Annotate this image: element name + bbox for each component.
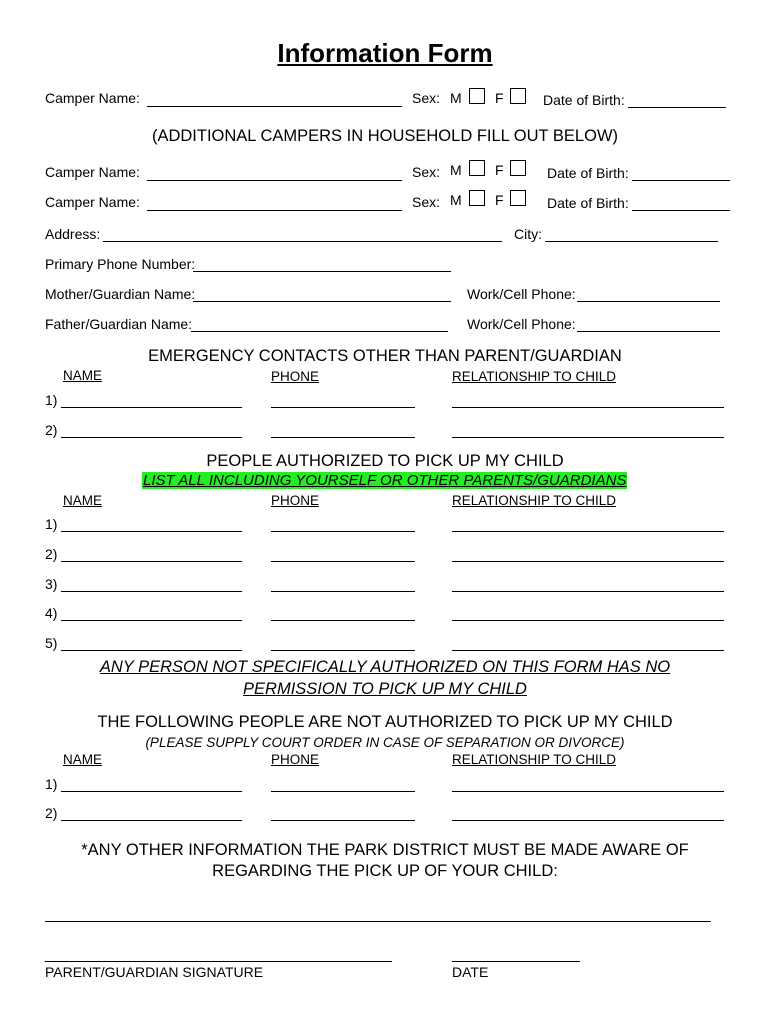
- other-info-line-1: *ANY OTHER INFORMATION THE PARK DISTRICT MUST BE MADE AWARE OF: [81, 841, 689, 859]
- date-label: DATE: [452, 964, 489, 980]
- authorized-row-1-num: 1): [45, 516, 58, 532]
- emergency-name-col: NAME: [63, 368, 103, 383]
- primary-phone-label: Primary Phone Number:: [45, 256, 196, 272]
- not-authorized-row-1-phone[interactable]: [271, 791, 415, 792]
- authorized-heading: PEOPLE AUTHORIZED TO PICK UP MY CHILD: [206, 452, 564, 470]
- camper-name-field-2[interactable]: [147, 180, 402, 181]
- authorized-phone-col: PHONE: [271, 493, 320, 508]
- father-phone-field[interactable]: [577, 331, 720, 332]
- emergency-row-1-num: 1): [45, 392, 58, 408]
- dob-label-2: Date of Birth:: [547, 165, 629, 181]
- emergency-row-1-relationship[interactable]: [452, 407, 724, 408]
- male-checkbox-2[interactable]: [469, 160, 485, 176]
- authorized-row-5-phone[interactable]: [271, 650, 415, 651]
- authorized-row-4-num: 4): [45, 605, 58, 621]
- authorized-name-col: NAME: [63, 493, 103, 508]
- authorized-row-4-name[interactable]: [61, 620, 242, 621]
- authorized-relationship-col: RELATIONSHIP TO CHILD: [452, 493, 617, 508]
- father-name-field[interactable]: [191, 331, 448, 332]
- signature-label: PARENT/GUARDIAN SIGNATURE: [45, 964, 264, 980]
- warning-line-2: PERMISSION TO PICK UP MY CHILD: [243, 680, 527, 698]
- authorized-subheading: LIST ALL INCLUDING YOURSELF OR OTHER PARENTS/GUARDIANS: [143, 472, 627, 489]
- authorized-row-1-name[interactable]: [61, 531, 242, 532]
- sex-label: Sex:: [412, 90, 441, 106]
- authorized-row-4-phone[interactable]: [271, 620, 415, 621]
- emergency-phone-col: PHONE: [271, 369, 320, 384]
- authorized-row-2-phone[interactable]: [271, 561, 415, 562]
- camper-name-field[interactable]: [147, 106, 402, 107]
- emergency-row-1-phone[interactable]: [271, 407, 415, 408]
- not-authorized-subheading: (PLEASE SUPPLY COURT ORDER IN CASE OF SEPARATION OR DIVORCE): [145, 735, 625, 750]
- not-authorized-row-1-num: 1): [45, 776, 58, 792]
- not-authorized-heading: THE FOLLOWING PEOPLE ARE NOT AUTHORIZED TO PICK UP MY CHILD: [97, 713, 673, 731]
- authorized-row-2-num: 2): [45, 546, 58, 562]
- dob-field-3[interactable]: [632, 210, 730, 211]
- signature-field[interactable]: [45, 961, 392, 962]
- not-authorized-row-2-name[interactable]: [61, 820, 242, 821]
- sex-label-3: Sex:: [412, 194, 441, 210]
- primary-phone-field[interactable]: [193, 271, 451, 272]
- dob-label-3: Date of Birth:: [547, 195, 629, 211]
- address-field[interactable]: [103, 241, 502, 242]
- warning-line-1: ANY PERSON NOT SPECIFICALLY AUTHORIZED ON THIS FORM HAS NO: [99, 658, 671, 676]
- emergency-heading: EMERGENCY CONTACTS OTHER THAN PARENT/GUARDIAN: [148, 347, 622, 365]
- mother-phone-label: Work/Cell Phone:: [467, 286, 576, 302]
- other-info-line-2: REGARDING THE PICK UP OF YOUR CHILD:: [212, 862, 558, 880]
- female-checkbox-3[interactable]: [510, 190, 526, 206]
- male-label: M: [450, 90, 462, 106]
- authorized-row-5-relationship[interactable]: [452, 650, 724, 651]
- female-checkbox-2[interactable]: [510, 160, 526, 176]
- authorized-row-3-relationship[interactable]: [452, 591, 724, 592]
- male-checkbox[interactable]: [469, 88, 485, 104]
- additional-campers-note: (ADDITIONAL CAMPERS IN HOUSEHOLD FILL OUT BELOW): [151, 127, 619, 145]
- mother-name-field[interactable]: [193, 301, 451, 302]
- city-label: City:: [514, 226, 542, 242]
- not-authorized-row-2-relationship[interactable]: [452, 820, 724, 821]
- authorized-row-2-name[interactable]: [61, 561, 242, 562]
- authorized-row-3-num: 3): [45, 576, 58, 592]
- city-field[interactable]: [545, 241, 718, 242]
- sex-label-2: Sex:: [412, 164, 441, 180]
- emergency-row-2-phone[interactable]: [271, 437, 415, 438]
- male-label-2: M: [450, 162, 462, 178]
- authorized-row-1-relationship[interactable]: [452, 531, 724, 532]
- female-label-3: F: [495, 192, 504, 208]
- dob-label: Date of Birth:: [543, 92, 625, 108]
- not-authorized-row-1-relationship[interactable]: [452, 791, 724, 792]
- authorized-row-1-phone[interactable]: [271, 531, 415, 532]
- camper-name-label-2: Camper Name:: [45, 164, 140, 180]
- camper-name-label-3: Camper Name:: [45, 194, 140, 210]
- male-checkbox-3[interactable]: [469, 190, 485, 206]
- female-checkbox[interactable]: [510, 88, 526, 104]
- dob-field-2[interactable]: [632, 180, 730, 181]
- authorized-row-2-relationship[interactable]: [452, 561, 724, 562]
- authorized-row-3-name[interactable]: [61, 591, 242, 592]
- not-authorized-row-1-name[interactable]: [61, 791, 242, 792]
- mother-label: Mother/Guardian Name:: [45, 286, 196, 302]
- emergency-row-2-num: 2): [45, 422, 58, 438]
- camper-name-field-3[interactable]: [147, 210, 402, 211]
- authorized-row-4-relationship[interactable]: [452, 620, 724, 621]
- father-label: Father/Guardian Name:: [45, 316, 193, 332]
- other-info-field[interactable]: [45, 921, 711, 922]
- form-title: Information Form: [277, 38, 493, 68]
- not-authorized-name-col: NAME: [63, 752, 103, 767]
- authorized-row-5-num: 5): [45, 635, 58, 651]
- not-authorized-relationship-col: RELATIONSHIP TO CHILD: [452, 752, 617, 767]
- authorized-row-5-name[interactable]: [61, 650, 242, 651]
- address-label: Address:: [45, 226, 101, 242]
- dob-field[interactable]: [628, 107, 726, 108]
- mother-phone-field[interactable]: [577, 301, 720, 302]
- female-label: F: [495, 90, 504, 106]
- not-authorized-row-2-phone[interactable]: [271, 820, 415, 821]
- father-phone-label: Work/Cell Phone:: [467, 316, 576, 332]
- camper-name-label: Camper Name:: [45, 90, 140, 106]
- not-authorized-row-2-num: 2): [45, 805, 58, 821]
- emergency-row-2-name[interactable]: [61, 437, 242, 438]
- male-label-3: M: [450, 192, 462, 208]
- emergency-relationship-col: RELATIONSHIP TO CHILD: [452, 369, 617, 384]
- not-authorized-phone-col: PHONE: [271, 752, 320, 767]
- emergency-row-2-relationship[interactable]: [452, 437, 724, 438]
- female-label-2: F: [495, 162, 504, 178]
- date-field[interactable]: [452, 961, 580, 962]
- authorized-row-3-phone[interactable]: [271, 591, 415, 592]
- emergency-row-1-name[interactable]: [61, 407, 242, 408]
